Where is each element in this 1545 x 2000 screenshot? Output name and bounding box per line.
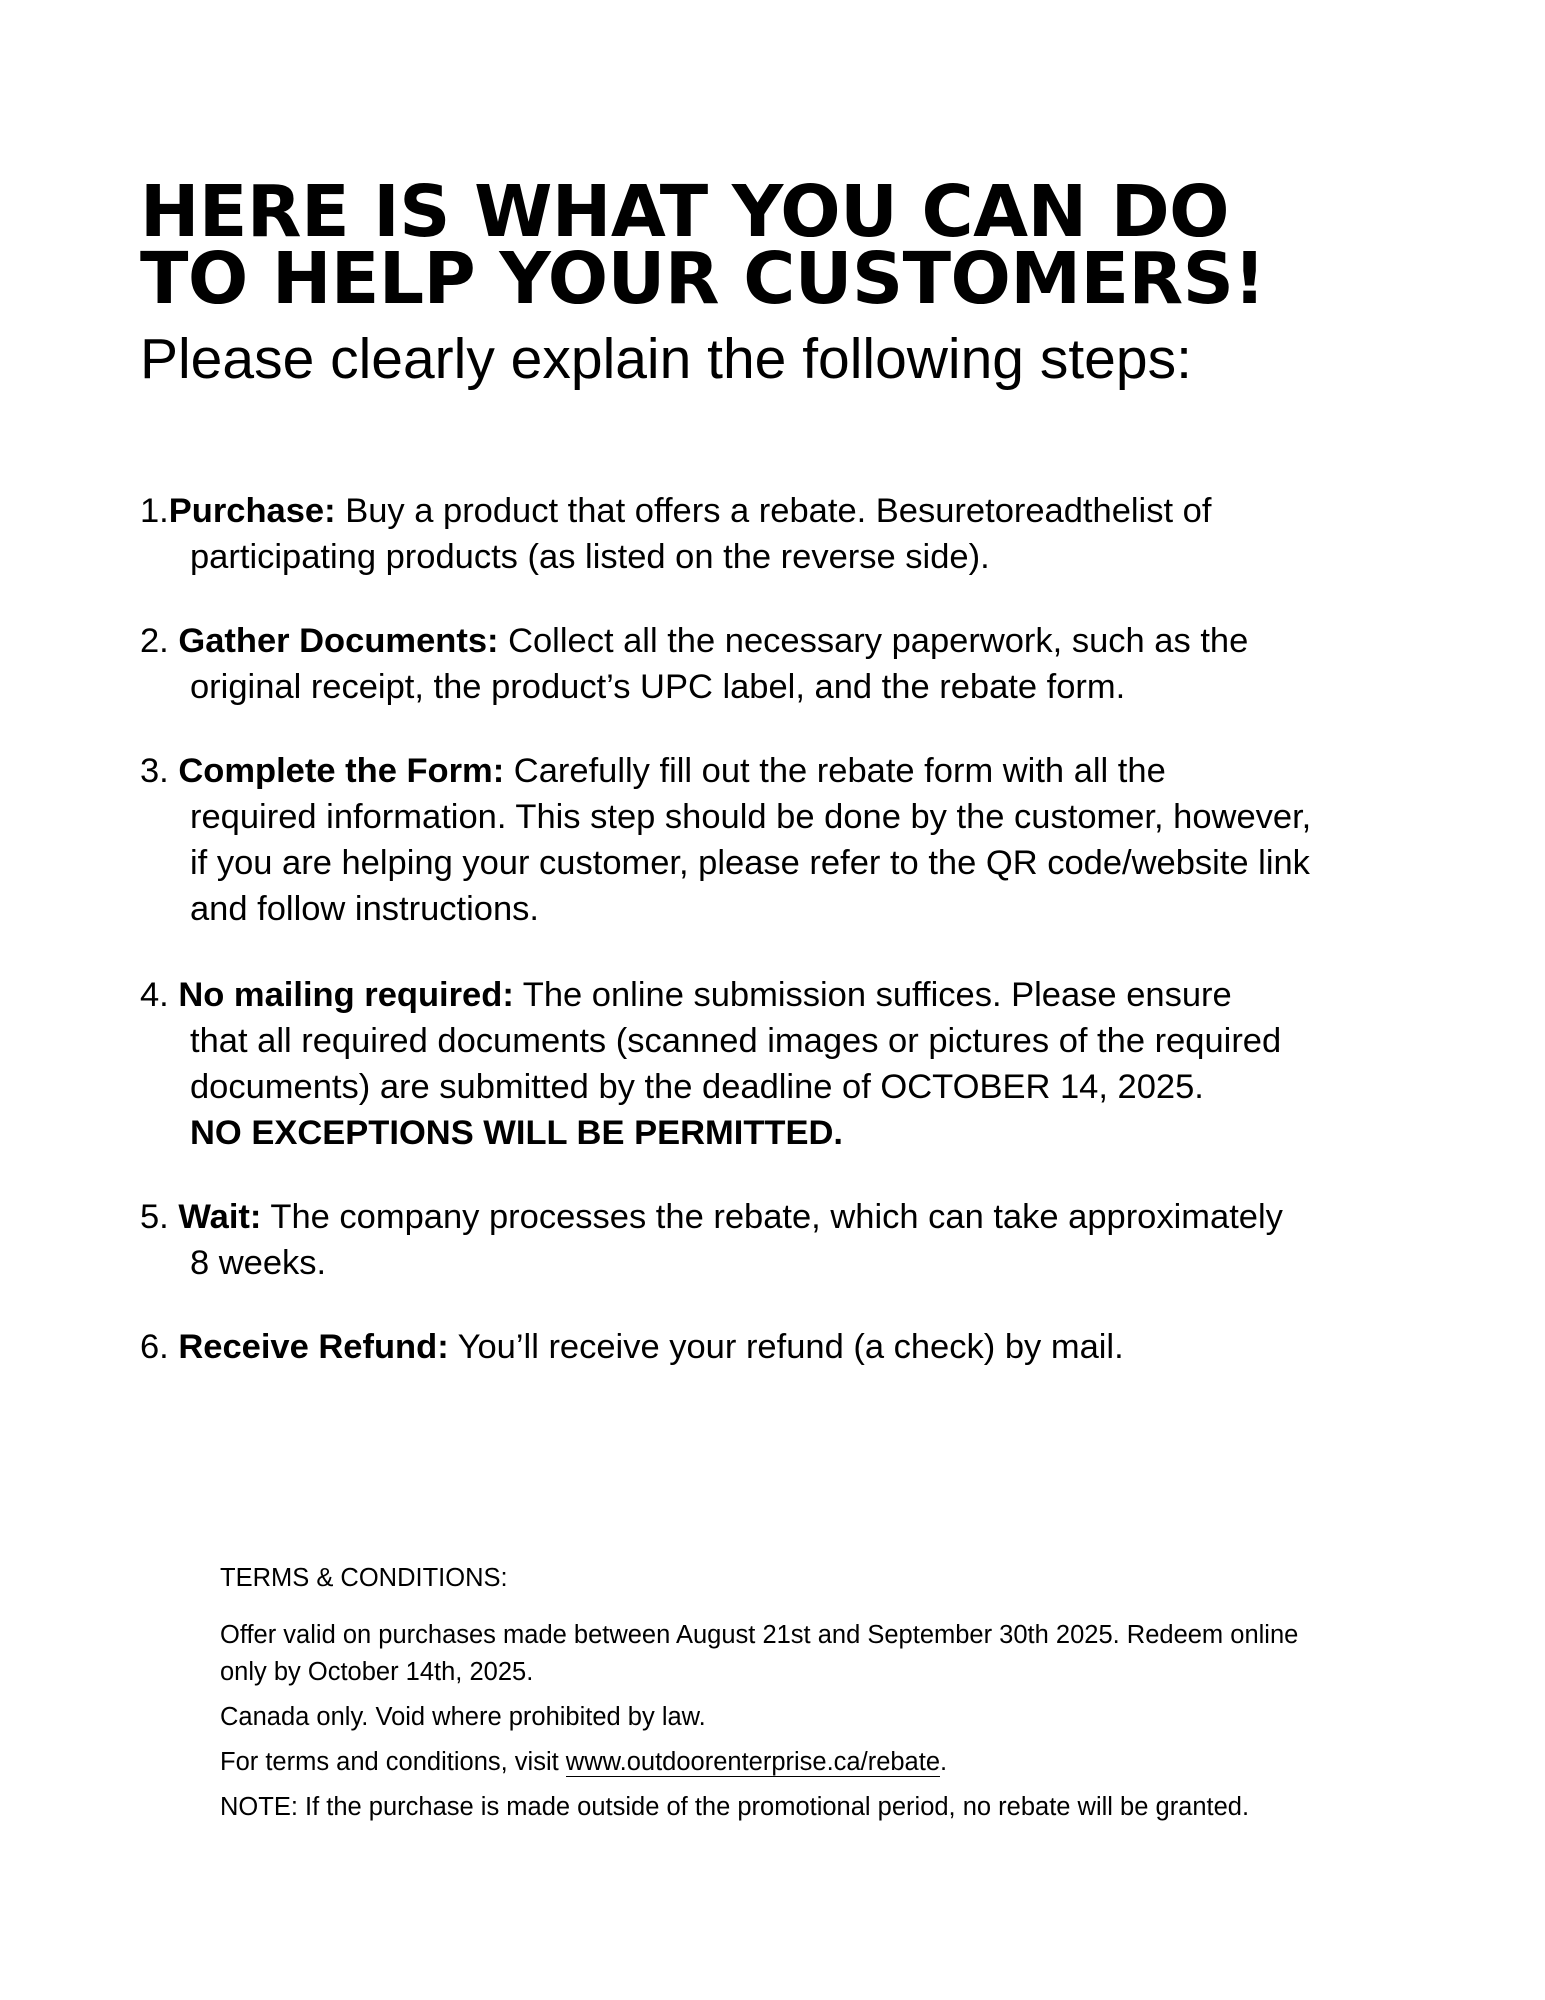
terms-visit-prefix: For terms and conditions, visit xyxy=(220,1748,566,1776)
terms-visit-suffix: . xyxy=(940,1748,948,1776)
step-text: The company processes the rebate, which can take approximately xyxy=(261,1198,1283,1236)
step-number: 1. xyxy=(140,492,169,530)
step-text: if you are helping your customer, please refer to the QR code/website link xyxy=(190,844,1310,882)
step-purchase xyxy=(140,488,1440,580)
step-text: Carefully fill out the rebate form with all the xyxy=(504,752,1166,790)
step-title: Purchase: xyxy=(168,492,336,530)
step-gather-documents xyxy=(140,618,1440,710)
terms-offer-line-2: only by October 14th, 2025. xyxy=(220,1658,534,1686)
headline xyxy=(140,170,1420,320)
step-title: Gather Documents: xyxy=(178,622,499,660)
step-text: Collect all the necessary paperwork, such as the xyxy=(498,622,1249,660)
terms-and-conditions xyxy=(220,1560,1420,1826)
step-number: 2. xyxy=(140,622,179,660)
step-no-mailing xyxy=(140,972,1440,1156)
headline-line-1: HERE IS WHAT YOU CAN DO xyxy=(140,170,1229,253)
headline-line-2: TO HELP YOUR CUSTOMERS! xyxy=(140,237,1266,320)
step-text: You’ll receive your refund (a check) by mail. xyxy=(448,1328,1124,1366)
step-complete-form xyxy=(140,748,1440,932)
step-number: 5. xyxy=(140,1198,179,1236)
terms-note: NOTE: If the purchase is made outside of the promotional period, no rebate will be granted. xyxy=(220,1793,1250,1821)
step-text: 8 weeks. xyxy=(190,1244,327,1282)
step-title: No mailing required: xyxy=(178,976,514,1014)
step-number: 6. xyxy=(140,1328,179,1366)
step-wait xyxy=(140,1194,1440,1286)
terms-heading: TERMS & CONDITIONS: xyxy=(220,1564,508,1592)
step-text: original receipt, the product’s UPC label, and the rebate form. xyxy=(190,668,1126,706)
step-text: that all required documents (scanned images or pictures of the required xyxy=(190,1022,1282,1060)
terms-region: Canada only. Void where prohibited by law. xyxy=(220,1703,706,1731)
no-exceptions-warning: NO EXCEPTIONS WILL BE PERMITTED. xyxy=(190,1114,843,1152)
terms-offer-line-1: Offer valid on purchases made between August 21st and September 30th 2025. Redeem online xyxy=(220,1621,1299,1649)
step-text: required information. This step should be done by the customer, however, xyxy=(190,798,1312,836)
step-title: Wait: xyxy=(178,1198,262,1236)
terms-visit-line xyxy=(220,1744,1420,1781)
step-number: 4. xyxy=(140,976,179,1014)
step-title: Complete the Form: xyxy=(178,752,505,790)
step-text: Buy a product that offers a rebate. Besuretoreadthelist of xyxy=(335,492,1212,530)
terms-url-link[interactable]: www.outdoorenterprise.ca/rebate xyxy=(565,1748,941,1776)
step-title: Receive Refund: xyxy=(178,1328,449,1366)
step-text: and follow instructions. xyxy=(190,890,540,928)
step-text: documents) are submitted by the deadline of OCTOBER 14, 2025. xyxy=(190,1068,1204,1106)
step-number: 3. xyxy=(140,752,179,790)
step-receive-refund xyxy=(140,1324,1440,1370)
step-text: The online submission suffices. Please ensure xyxy=(513,976,1232,1014)
subheadline: Please clearly explain the following steps: xyxy=(140,327,1192,391)
step-text: participating products (as listed on the reverse side). xyxy=(190,538,990,576)
